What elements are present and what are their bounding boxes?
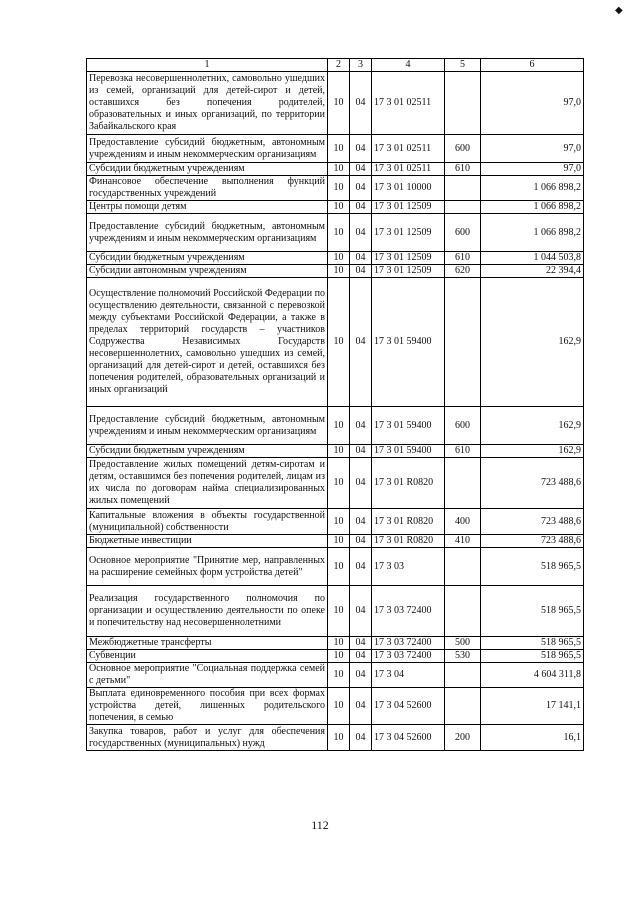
row-amount-cell: 162,9 [481,445,584,458]
table-row [87,72,584,135]
table-row [87,637,584,650]
row-section-cell: 10 [328,650,350,663]
row-target-code-cell: 17 3 01 59400 [372,278,445,407]
row-name-cell: Предоставление жилых помещений детям-сиротам и детям, оставшимся без попечения родителей, лицам из их числа по договорам найма специализированных жилых помещений [87,458,328,509]
row-amount-cell: 97,0 [481,135,584,163]
row-name-cell: Капитальные вложения в объекты государственной (муниципальной) собственности [87,509,328,535]
row-target-code-cell: 17 3 03 72400 [372,650,445,663]
row-expense-type-cell: 610 [445,445,481,458]
row-expense-type-cell [445,586,481,637]
row-name-cell: Предоставление субсидий бюджетным, автономным учреждениям и иным некоммерческим организациям [87,214,328,252]
row-section-cell: 10 [328,252,350,265]
row-name-cell: Закупка товаров, работ и услуг для обеспечения государственных (муниципальных) нужд [87,725,328,751]
row-target-code-cell: 17 3 01 02511 [372,163,445,176]
row-expense-type-cell: 500 [445,637,481,650]
row-expense-type-cell: 600 [445,135,481,163]
row-expense-type-cell: 610 [445,252,481,265]
row-section-cell: 10 [328,509,350,535]
table-row [87,265,584,278]
row-subsection-cell: 04 [350,586,372,637]
row-section-cell: 10 [328,265,350,278]
row-subsection-cell: 04 [350,72,372,135]
row-subsection-cell: 04 [350,265,372,278]
row-expense-type-cell [445,688,481,725]
row-amount-cell: 22 394,4 [481,265,584,278]
row-name-cell: Бюджетные инвестиции [87,535,328,548]
row-expense-type-cell: 530 [445,650,481,663]
row-expense-type-cell [445,201,481,214]
row-name-cell: Выплата единовременного пособия при всех формах устройства детей, лишенных родительского попечения, в семью [87,688,328,725]
row-subsection-cell: 04 [350,163,372,176]
row-expense-type-cell: 620 [445,265,481,278]
row-expense-type-cell [445,548,481,586]
row-target-code-cell: 17 3 01 12509 [372,201,445,214]
row-name-cell: Перевозка несовершеннолетних, самовольно ушедших из семей, организаций для детей-сирот и детей, оставшихся без попечения родителей, образовательных и иных организаций, по территории Забайкальского края [87,72,328,135]
row-section-cell: 10 [328,725,350,751]
row-target-code-cell: 17 3 01 R0820 [372,458,445,509]
row-name-cell: Субсидии бюджетным учреждениям [87,163,328,176]
row-subsection-cell: 04 [350,725,372,751]
row-target-code-cell: 17 3 01 02511 [372,135,445,163]
row-name-cell: Финансовое обеспечение выполнения функций государственных учреждений [87,176,328,201]
row-target-code-cell: 17 3 01 12509 [372,265,445,278]
row-section-cell: 10 [328,688,350,725]
row-name-cell: Субсидии бюджетным учреждениям [87,445,328,458]
row-section-cell: 10 [328,278,350,407]
table-row [87,725,584,751]
row-expense-type-cell: 600 [445,214,481,252]
row-amount-cell: 17 141,1 [481,688,584,725]
row-amount-cell: 723 488,6 [481,535,584,548]
table-row [87,535,584,548]
row-target-code-cell: 17 3 03 72400 [372,637,445,650]
row-expense-type-cell [445,458,481,509]
row-section-cell: 10 [328,663,350,688]
row-section-cell: 10 [328,163,350,176]
row-expense-type-cell [445,176,481,201]
row-subsection-cell: 04 [350,135,372,163]
row-expense-type-cell: 400 [445,509,481,535]
row-target-code-cell: 17 3 01 10000 [372,176,445,201]
row-target-code-cell: 17 3 01 02511 [372,72,445,135]
table-row [87,214,584,252]
row-subsection-cell: 04 [350,548,372,586]
row-name-cell: Предоставление субсидий бюджетным, автономным учреждениям и иным некоммерческим организациям [87,135,328,163]
header-cell: 3 [350,59,372,72]
row-name-cell: Реализация государственного полномочия по организации и осуществлению деятельности по опеке и попечительству над несовершеннолетними [87,586,328,637]
row-section-cell: 10 [328,72,350,135]
row-expense-type-cell: 410 [445,535,481,548]
row-amount-cell: 723 488,6 [481,458,584,509]
row-amount-cell: 723 488,6 [481,509,584,535]
row-amount-cell: 162,9 [481,407,584,445]
row-expense-type-cell: 610 [445,163,481,176]
table-row [87,688,584,725]
row-target-code-cell: 17 3 03 [372,548,445,586]
table-row [87,458,584,509]
row-name-cell: Предоставление субсидий бюджетным, автономным учреждениям и иным некоммерческим организациям [87,407,328,445]
header-cell: 4 [372,59,445,72]
row-section-cell: 10 [328,135,350,163]
row-name-cell: Субсидии автономным учреждениям [87,265,328,278]
row-name-cell: Основное мероприятие "Принятие мер, направленных на расширение семейных форм устройства детей" [87,548,328,586]
row-amount-cell: 97,0 [481,163,584,176]
row-section-cell: 10 [328,201,350,214]
table-row [87,163,584,176]
table-row [87,663,584,688]
header-cell: 1 [87,59,328,72]
row-subsection-cell: 04 [350,458,372,509]
row-subsection-cell: 04 [350,278,372,407]
row-section-cell: 10 [328,535,350,548]
row-section-cell: 10 [328,458,350,509]
row-subsection-cell: 04 [350,663,372,688]
table-row [87,135,584,163]
row-target-code-cell: 17 3 03 72400 [372,586,445,637]
row-target-code-cell: 17 3 01 R0820 [372,535,445,548]
row-section-cell: 10 [328,637,350,650]
row-subsection-cell: 04 [350,509,372,535]
row-subsection-cell: 04 [350,535,372,548]
row-amount-cell: 4 604 311,8 [481,663,584,688]
row-amount-cell: 518 965,5 [481,637,584,650]
row-expense-type-cell: 200 [445,725,481,751]
row-expense-type-cell: 600 [445,407,481,445]
row-name-cell: Субсидии бюджетным учреждениям [87,252,328,265]
row-target-code-cell: 17 3 01 12509 [372,214,445,252]
row-amount-cell: 162,9 [481,278,584,407]
row-subsection-cell: 04 [350,252,372,265]
row-amount-cell: 1 066 898,2 [481,214,584,252]
table-row [87,548,584,586]
table-row [87,201,584,214]
table-row [87,407,584,445]
row-subsection-cell: 04 [350,201,372,214]
row-target-code-cell: 17 3 04 52600 [372,725,445,751]
table-row [87,278,584,407]
row-target-code-cell: 17 3 01 59400 [372,407,445,445]
table-row [87,445,584,458]
row-subsection-cell: 04 [350,650,372,663]
row-subsection-cell: 04 [350,407,372,445]
row-target-code-cell: 17 3 01 12509 [372,252,445,265]
row-section-cell: 10 [328,214,350,252]
row-section-cell: 10 [328,407,350,445]
row-target-code-cell: 17 3 04 [372,663,445,688]
row-subsection-cell: 04 [350,445,372,458]
row-amount-cell: 518 965,5 [481,650,584,663]
row-amount-cell: 1 044 503,8 [481,252,584,265]
row-amount-cell: 1 066 898,2 [481,176,584,201]
row-name-cell: Межбюджетные трансферты [87,637,328,650]
table-row [87,650,584,663]
row-name-cell: Основное мероприятие "Социальная поддержка семей с детьми" [87,663,328,688]
row-subsection-cell: 04 [350,637,372,650]
table-row [87,586,584,637]
row-name-cell: Субвенции [87,650,328,663]
row-amount-cell: 518 965,5 [481,586,584,637]
table-row [87,252,584,265]
table-header-row [87,59,584,72]
budget-table [86,58,584,751]
row-amount-cell: 1 066 898,2 [481,201,584,214]
row-section-cell: 10 [328,176,350,201]
table-row [87,176,584,201]
row-target-code-cell: 17 3 01 R0820 [372,509,445,535]
row-section-cell: 10 [328,586,350,637]
row-name-cell: Осуществление полномочий Российской Федерации по осуществлению деятельности, связанной с перевозкой между субъектами Российской Федерации, а также в пределах территорий государств – участников Содружества Независимых Государств несовершеннолетних, самовольно ушедших из семей, организаций для детей-сирот и детей, оставшихся без попечения родителей, образовательных организаций и иных организаций [87,278,328,407]
row-subsection-cell: 04 [350,688,372,725]
row-name-cell: Центры помощи детям [87,201,328,214]
row-target-code-cell: 17 3 01 59400 [372,445,445,458]
corner-mark: ◆ [615,5,623,16]
row-expense-type-cell [445,663,481,688]
table-row [87,509,584,535]
row-expense-type-cell [445,72,481,135]
page-number: 112 [311,818,329,832]
row-section-cell: 10 [328,445,350,458]
row-amount-cell: 16,1 [481,725,584,751]
row-subsection-cell: 04 [350,176,372,201]
row-subsection-cell: 04 [350,214,372,252]
row-target-code-cell: 17 3 04 52600 [372,688,445,725]
header-cell: 2 [328,59,350,72]
row-amount-cell: 97,0 [481,72,584,135]
header-cell: 6 [481,59,584,72]
row-section-cell: 10 [328,548,350,586]
row-amount-cell: 518 965,5 [481,548,584,586]
row-expense-type-cell [445,278,481,407]
header-cell: 5 [445,59,481,72]
